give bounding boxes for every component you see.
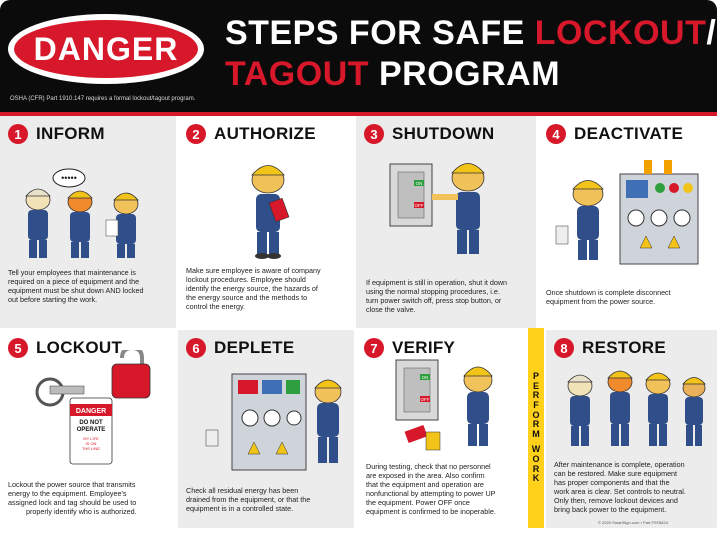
step-title: SHUTDOWN — [392, 124, 495, 143]
step-title: DEACTIVATE — [574, 124, 684, 143]
step-restore — [546, 330, 717, 528]
step-title: AUTHORIZE — [214, 124, 316, 143]
poster-title-line1: STEPS FOR SAFE LOCKOUT/ — [225, 14, 717, 52]
tag-line2: OPERATE — [76, 427, 106, 433]
step-shutdown — [356, 116, 536, 328]
step-verify — [356, 330, 528, 528]
step-description: Lockout the power source that transmits energy to the equipment. Employee's assigned lock and tag should be used to properly identify who is authorized. — [8, 480, 137, 516]
step-deplete — [178, 330, 354, 528]
tag-small1: MY LIFE — [83, 436, 99, 441]
step-description: Tell your employees that maintenance is required on a piece of equipment and the equipment must be shut down AND locked out before starting the work. — [8, 268, 144, 304]
step-description: Check all residual energy has been drained from the equipment, or that the equipment is in a controlled state. — [186, 486, 311, 513]
poster-title-line2: TAGOUT PROGRAM — [225, 55, 561, 93]
step-title: LOCKOUT — [36, 338, 123, 357]
step-number: 3 — [364, 124, 384, 144]
worker-with-tag-illustration — [228, 152, 308, 262]
step-description: Once shutdown is complete disconnect equipment from the power source. — [546, 288, 671, 306]
poster-header — [0, 0, 717, 112]
step-number: 2 — [186, 124, 206, 144]
step-title: DEPLETE — [214, 338, 295, 357]
perform-work-strip: P E R F O R M W O R K — [528, 328, 544, 528]
step-description: Make sure employee is aware of company lockout procedures. Employee should identify the energy source, the hazards of the energy source and the methods to control the energy. — [186, 266, 321, 311]
tag-danger-label: DANGER — [75, 408, 107, 415]
locked-switch-illustration — [392, 358, 512, 458]
danger-label: DANGER — [33, 30, 179, 67]
speech-bubble: ••••• — [61, 173, 77, 183]
step-description: If equipment is still in operation, shut it down using the normal stopping procedures, i.e. turn power switch off, press stop button, or close the valve. — [366, 278, 508, 314]
switch-on-label: ON — [421, 375, 429, 380]
step-number: 4 — [546, 124, 566, 144]
step-description: After maintenance is complete, operation can be restored. Make sure equipment has proper components and that the work area is clear. Set controls to neutral. Only then, remove lockout devices and bring back power to the equipment. — [554, 460, 686, 514]
switch-off-label: OFF — [414, 203, 424, 208]
step-number: 6 — [186, 338, 206, 358]
step-title: VERIFY — [392, 338, 456, 357]
switch-off-label: OFF — [420, 397, 430, 402]
tag-small3: THE LINE — [81, 446, 101, 451]
copyright-note: © 2020 SmartSign.com • Part FSF8624 — [598, 520, 668, 525]
step-authorize — [178, 116, 354, 328]
step-lockout — [0, 330, 176, 528]
lock-and-tag-illustration — [28, 350, 158, 468]
workers-talking-illustration — [14, 164, 164, 264]
equipment-panel-illustration — [202, 366, 352, 476]
step-title: RESTORE — [582, 338, 666, 357]
tag-line1: DO NOT — [79, 420, 103, 426]
step-number: 8 — [554, 338, 574, 358]
step-number: 1 — [8, 124, 28, 144]
osha-note: OSHA (CFR) Part 1910.147 requires a formal lockout/tagout program. — [10, 96, 196, 102]
power-switch-illustration — [384, 152, 514, 262]
tag-small2: IS ON — [85, 441, 97, 446]
step-number: 5 — [8, 338, 28, 358]
workers-team-illustration — [554, 362, 712, 454]
step-inform — [0, 116, 176, 328]
danger-badge — [8, 14, 204, 84]
step-title: INFORM — [36, 124, 105, 143]
step-deactivate — [538, 116, 717, 328]
step-description: During testing, check that no personnel are exposed in the area. Also confirm that the equipment and operation are nonfunctional by attempting to power UP the equipment. Power OFF once equipment is confirmed to be inoperable. — [366, 462, 496, 516]
control-panel-illustration — [548, 152, 708, 272]
step-number: 7 — [364, 338, 384, 358]
switch-on-label: ON — [415, 181, 423, 186]
